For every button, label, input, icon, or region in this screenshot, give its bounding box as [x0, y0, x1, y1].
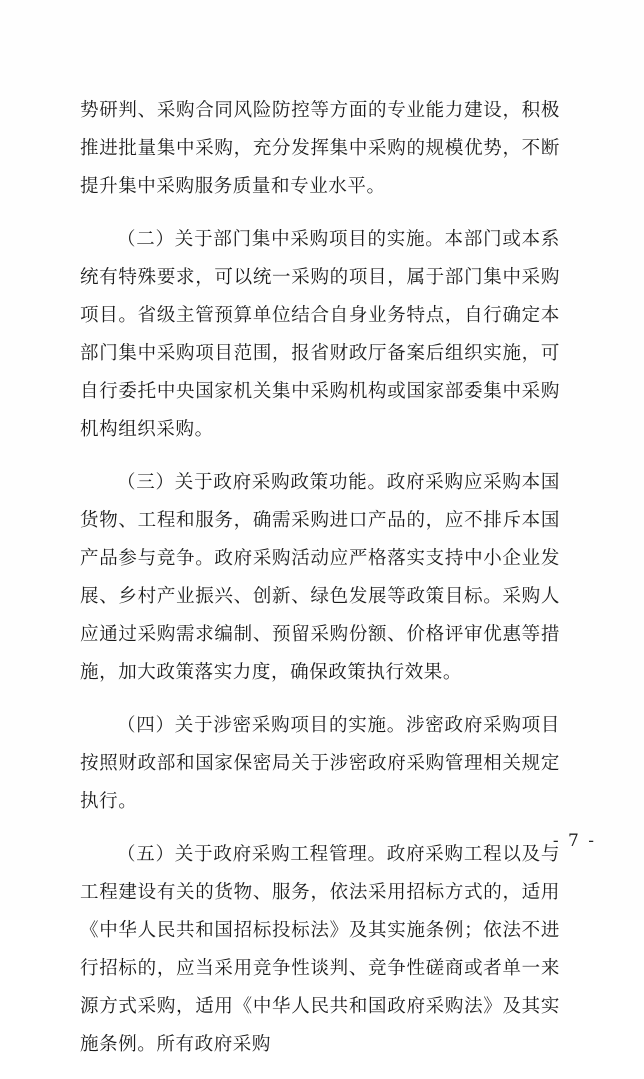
- paragraph-continuation: 势研判、采购合同风险防控等方面的专业能力建设，积极推进批量集中采购，充分发挥集中采购的规模优势，不断提升集中采购服务质量和专业水平。: [80, 100, 560, 197]
- paragraph-classified-procurement: （四）关于涉密采购项目的实施。涉密政府采购项目按照财政部和国家保密局关于涉密政府采购管理相关规定执行。: [80, 715, 560, 812]
- page-number: - 7 -: [552, 831, 596, 851]
- paragraph-policy-function: （三）关于政府采购政策功能。政府采购应采购本国货物、工程和服务，确需采购进口产品的，应不排斥本国产品参与竞争。政府采购活动应严格落实支持中小企业发展、乡村产业振兴、创新、绿色发展等政策目标。采购人应通过采购需求编制、预留采购份额、价格评审优惠等措施，加大政策落实力度，确保政策执行效果。: [80, 472, 560, 683]
- document-body: [80, 92, 560, 1079]
- paragraph-department-procurement: （二）关于部门集中采购项目的实施。本部门或本系统有特殊要求，可以统一采购的项目，属于部门集中采购项目。省级主管预算单位结合自身业务特点，自行确定本部门集中采购项目范围，报省财政厅备案后组织实施，可自行委托中央国家机关集中采购机构或国家部委集中采购机构组织采购。: [80, 229, 560, 440]
- paragraph-engineering-management: （五）关于政府采购工程管理。政府采购工程以及与工程建设有关的货物、服务，依法采用招标方式的，适用《中华人民共和国招标投标法》及其实施条例；依法不进行招标的，应当采用竞争性谈判、竞争性磋商或者单一来源方式采购，适用《中华人民共和国政府采购法》及其实施条例。所有政府采购: [80, 844, 560, 1055]
